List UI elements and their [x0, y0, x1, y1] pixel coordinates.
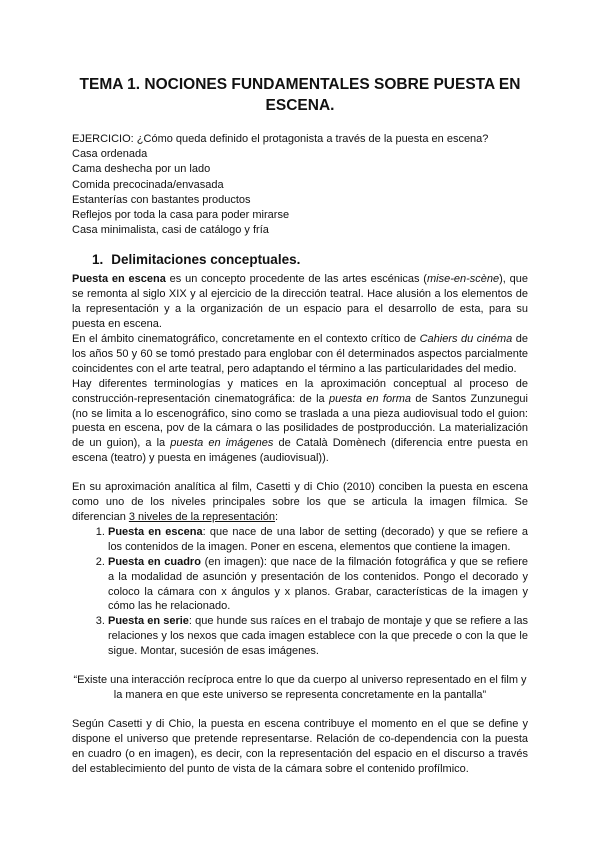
level-term: Puesta en serie	[108, 615, 189, 628]
section-heading	[92, 251, 528, 269]
text-span: ), que se remonta al siglo XIX y al ejercicio de la dirección teatral. Hace alusión a los elementos de la representación y a la organización de un espacio para el desarrollo de esta, para su puesta en escena.	[72, 273, 528, 331]
term-italic: puesta en imágenes	[170, 437, 274, 450]
exercise-item: Cama deshecha por un lado	[72, 163, 211, 176]
text-span: es un concepto procedente de las artes escénicas (	[165, 273, 427, 286]
term-italic: Cahiers du cinéma	[419, 333, 513, 346]
exercise-block	[72, 132, 528, 238]
text-span: de los años 50 y 60 se tomó prestado para englobar con él determinados aspectos parcialmente coincidentes con el arte teatral, pero adaptando el término a las particularidades del medio.	[72, 333, 529, 375]
exercise-question: EJERCICIO: ¿Cómo queda definido el protagonista a través de la puesta en escena?	[72, 133, 489, 145]
level-term: Puesta en escena	[108, 525, 203, 538]
section-title: Delimitaciones conceptuales.	[111, 252, 301, 268]
levels-list	[72, 525, 528, 659]
section-number: 1.	[92, 252, 104, 268]
page-title: TEMA 1. NOCIONES FUNDAMENTALES SOBRE PUESTA EN ESCENA.	[79, 76, 521, 114]
term-italic: mise-en-scène	[426, 273, 500, 286]
paragraph-terminology	[72, 377, 528, 466]
text-span: Hay diferentes terminologías y matices en la aproximación conceptual al proceso de construcción-representación cinematográfica: de la	[72, 377, 528, 405]
document-page	[72, 74, 528, 777]
underlined-term: 3 niveles de la representación	[128, 511, 276, 524]
exercise-item: Reflejos por toda la casa para poder mirarse	[72, 209, 290, 222]
text-span: de Santos Zunzunegui (no se limita a lo escenográfico, sino como se traslada a una pieza audiovisual todo el guion: puesta en escena, pov de la cámara o las posilidades de postproducción. La materialización de un guion), a la	[72, 392, 528, 450]
text-span: En su aproximación analítica al film, Casetti y di Chio (2010) conciben la puesta en escena como uno de los niveles principales sobre los que se articula la imagen fílmica. Se diferencian	[72, 481, 528, 524]
text-span: En el ámbito cinematográfico, concretamente en el contexto crítico de	[72, 333, 420, 346]
text-span: : que hunde sus raíces en el trabajo de montaje y que se refiere a las relaciones y los nexos que cada imagen establece con la que precede o con la que le sigue. Montar, sucesión de esas imágenes.	[108, 615, 528, 658]
paragraph-casetti: Según Casetti y di Chio, la puesta en escena contribuye el momento en el que se define y dispone el universo que pretende representarse. Relación de co-dependencia con la puesta en cuadro (o en imagen), es decir, con la representación del espacio en el discurso a través del establecimiento del punto de vista de la cámara sobre el contenido profílmico.	[72, 717, 528, 775]
term-bold: Puesta en escena	[72, 273, 166, 286]
text-span: :	[275, 511, 279, 524]
exercise-item: Estanterías con bastantes productos	[72, 193, 251, 206]
spacer	[72, 466, 528, 480]
paragraph-definition	[72, 272, 528, 332]
level-term: Puesta en cuadro	[108, 555, 201, 568]
text-span: (en imagen): que nace de la filmación fotográfica y que se refiere a la modalidad de asunción y presentación de los contenidos. Pongo el decorado y coloco la cámara con x ángulos y x planos. Grabar, características de la imagen y cómo las he relacionado.	[108, 555, 528, 613]
list-item	[108, 555, 528, 615]
text-span: de Català Domènech (diferencia entre puesta en escena (teatro) y puesta en imágenes (audiovisual)).	[72, 437, 528, 465]
exercise-item: Comida precocinada/envasada	[72, 178, 224, 191]
exercise-item: Casa ordenada	[72, 148, 148, 161]
block-quote: “Existe una interacción recíproca entre lo que da cuerpo al universo representado en el film y la manera en que este universo se representa concretamente en la pantalla”	[73, 674, 527, 701]
list-item	[108, 525, 528, 555]
term-italic: puesta en forma	[329, 392, 412, 405]
paragraph-cinema	[72, 332, 528, 377]
paragraph-levels-intro	[72, 480, 528, 525]
text-span: : que nace de una labor de setting (decorado) y que se refiere a los contenidos de la imagen. Poner en escena, elementos que contiene la imagen.	[108, 525, 528, 553]
list-item	[108, 614, 528, 659]
exercise-item: Casa minimalista, casi de catálogo y fría	[72, 224, 269, 237]
